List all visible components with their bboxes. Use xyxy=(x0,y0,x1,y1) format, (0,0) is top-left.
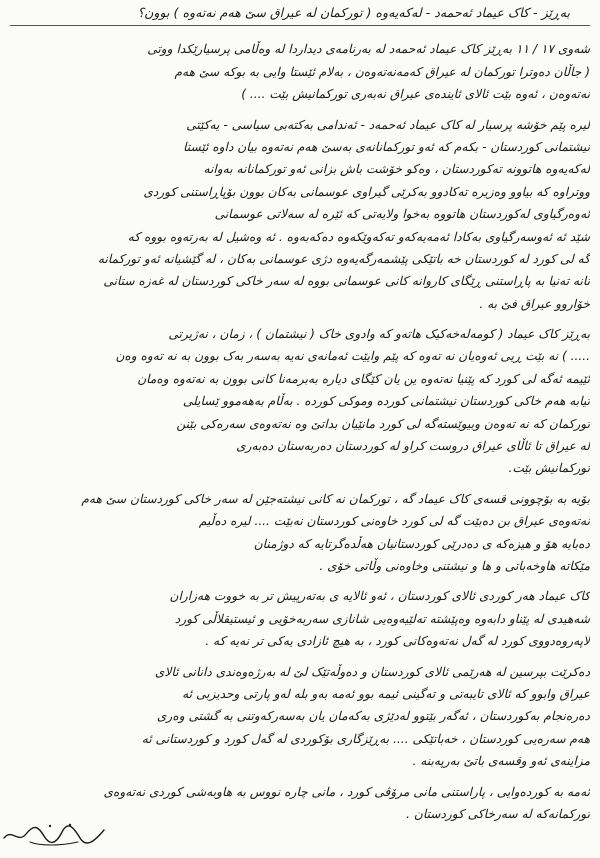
letter-line: تورکمانەکە لە سەرخاکی کوردستان . xyxy=(406,806,590,821)
letter-line: تیابە هەم خاکی کوردستان نیشتمانی کوردە وموکی کوردە . بەڵام بەهەموو ێسایلی xyxy=(182,394,590,409)
letter-line: ..... ) نە بێت ڕیی ئەوەیان نە تەوە کە پێم وایێت ئەمانەی نەیە بەسەر بەک بوون بە نە تەوە وەن xyxy=(115,349,590,364)
letter-line: دەبایە هۆ و هیزەکە ی دەدرێی کوردستانیان هەڵدەگرتایە کە دوژمنان xyxy=(253,536,590,551)
paragraph-2 xyxy=(10,114,590,316)
letter-line: ئەوەرگیاوی لەکوردستان هاتووە بەخوا ولایەتی کە ئێرە لە سەلاتی عوسمانی xyxy=(214,207,590,222)
letter-line: ( جاڵان دەوترا تورکمان لە عیراق کەمەنەتەوەن ، بەلام ئێستا وایی بە بوکە سێ هەم xyxy=(174,64,590,79)
letter-line: ئەمە بە کوردەوایی ، پاراستنی مانی مرۆڤی کورد ، مانی چارە نووس بە هاوبەشی کوردی نەتەوەی xyxy=(103,784,590,799)
letter-line: شەوی ١٧ / ١١ بەڕێز کاک عیماد ئەحمەد لە بەرنامەی دیداردا لە وەڵامی پرسیارێکدا ووتی xyxy=(147,42,590,57)
letter-line: لاپەروەدووی کورد لە گەل نەتەوەکانی کورد ، بە هیچ ئازادی یەکی تر نەیە کە . xyxy=(205,634,590,649)
letter-line: شەهیدی لە پێناو دابەوە وەپێشتە تەلێیەوەیی شانازی سەربەخۆیی و ئیستیقلاڵی کورد xyxy=(174,611,590,626)
letter-line: نیشتمانی کوردستان - بکەم کە ئەو تورکمانانەی بەسێ هەم نەتەوە بیان داوە ئێستا xyxy=(183,139,590,154)
paragraph-3 xyxy=(10,323,590,480)
letter-line: لە عیراق تا ئاڵای عیراق دروست کراو لە کوردستان دەربەستان دەبەری xyxy=(236,439,590,454)
handwritten-signature xyxy=(0,820,110,850)
letter-line: تورکمان کە نە تەوەن وبیوێستەگە لی کورد مانێیان بداتێ وە نەتەوەی سەرەکی بێنن xyxy=(176,416,590,431)
letter-line: گە لی کورد لە کوردستان خە باتێکی پێشمەرگەیەوە دژی عوسمانی بەکان ، لە گێشیانە ئەو تورکمانە xyxy=(97,251,590,266)
letter-line: نانە تەنیا بە پاڕاستنی ڕێگای کاروانە کانی عوسمانی بووە لە سەر خاکی کوردستان لە غەزە ستانی xyxy=(103,274,590,289)
letter-line: ووتراوە کە بیاوو وەزیرە تەکادوو بەکرێی گیراوی عوسمانی بەکان بوون بۆپاڕاستنی کوردی xyxy=(143,184,590,199)
paragraph-1 xyxy=(10,38,590,105)
letter-line: بەڕێز کاک عیماد ( کومەلەخەکیک هاتەو کە وادوی خاک ( نیشتمان ) ، زمان ، نەژیرتی xyxy=(168,327,590,342)
paragraph-6 xyxy=(10,661,590,773)
letter-line: هەم سەرەیی کوردستان ، خەباتێکی .... بەڕێزگاری بۆکوردی لە گەل کورد و کوردستانی ئە xyxy=(141,731,590,746)
letter-line: عیراق وابوو کە ئالای تایبەتی و تەگینی ئیمە بوو ئەمە بەو بلە لەو پارتی وحدیزبی ئە xyxy=(182,686,590,701)
letter-line: کاک عیماد هەر کوردی ئالای کوردستان ، ئەو ئالایە ی بەتەرپیش تر بە خووت هەزاران xyxy=(169,589,590,604)
letter-line: لەکەیەوە هاتوونە تەکوردستان ، وەکو خۆشت باش بزانی ئەو تورکمانانە بەوانە xyxy=(203,162,590,177)
letter-line: خۆاروو عیراق فێ بە . xyxy=(479,296,590,311)
letter-line: نەتەوەی عیراق بن دەبێت گە لی کورد خاوەنی کوردستان نەبێت .... لیرە دەڵیم xyxy=(198,514,590,529)
letter-line: مێکاتە هاوخەباتی و ها و نیشتنی وخاوەنی وڵاتی خۆی . xyxy=(319,558,590,573)
letter-line: شێد ئە ئەوسەرگیاوی بەکادا ئەمەیەکەو تەکەوێکەوە دەکەبەوە . ئە وەشیل لە بەرتەوە بووە کە xyxy=(127,229,590,244)
signature-scribble xyxy=(0,820,110,850)
letter-title: بەڕێز - کاک عیماد ئەحمەد - لەکەیەوە ( تورکمان لە عیراق سێ هەم نەتەوە ) بوون؟ xyxy=(10,2,590,26)
letter-line: تورکمانیش بێت. xyxy=(508,461,590,476)
letter-line: دەرەنجام بەکوردستان ، ئەگەر بێتوو لەدێژی بەکەمان یان بەسەرکەوتنی بە گشتی وەری xyxy=(156,709,590,724)
paragraph-5 xyxy=(10,585,590,652)
letter-line: ئێیمە ئەگە لی کورد کە پێنیا نەتەوە ین یان کێگای دیارە بەبرمەنا کانی بوون بە نەتەوە وەمان xyxy=(137,371,590,386)
paragraph-4 xyxy=(10,488,590,578)
letter-line: مزاینەی ئەو وقسەی باتێ بەرپەبنە . xyxy=(412,754,590,769)
letter-body xyxy=(10,2,590,825)
letter-line: لیرە پێم خۆشە پرسیار لە کاک عیماد ئەحمەد - ئەندامی بەکتەبی سیاسی - یەکێتی xyxy=(186,117,590,132)
letter-line: نەتەوەن ، ئەوە بێت ئالای ئایندەی عیراق نەبەری تورکمانیش بێت .... ) xyxy=(241,87,590,102)
paragraph-7 xyxy=(10,781,590,826)
letter-line: دەکرێت بپرسین لە هەرێمی ئالای کوردستان و دەوڵەتێک لێ لە بەرژەوەندی دانانی ئالای xyxy=(154,664,590,679)
letter-line: بۆیە بە بۆچوونی قسەی کاک عیماد گە ، تورکمان نە کانی نیشتەجێن لە سەر خاکی کوردستان سێ هەم xyxy=(81,491,590,506)
